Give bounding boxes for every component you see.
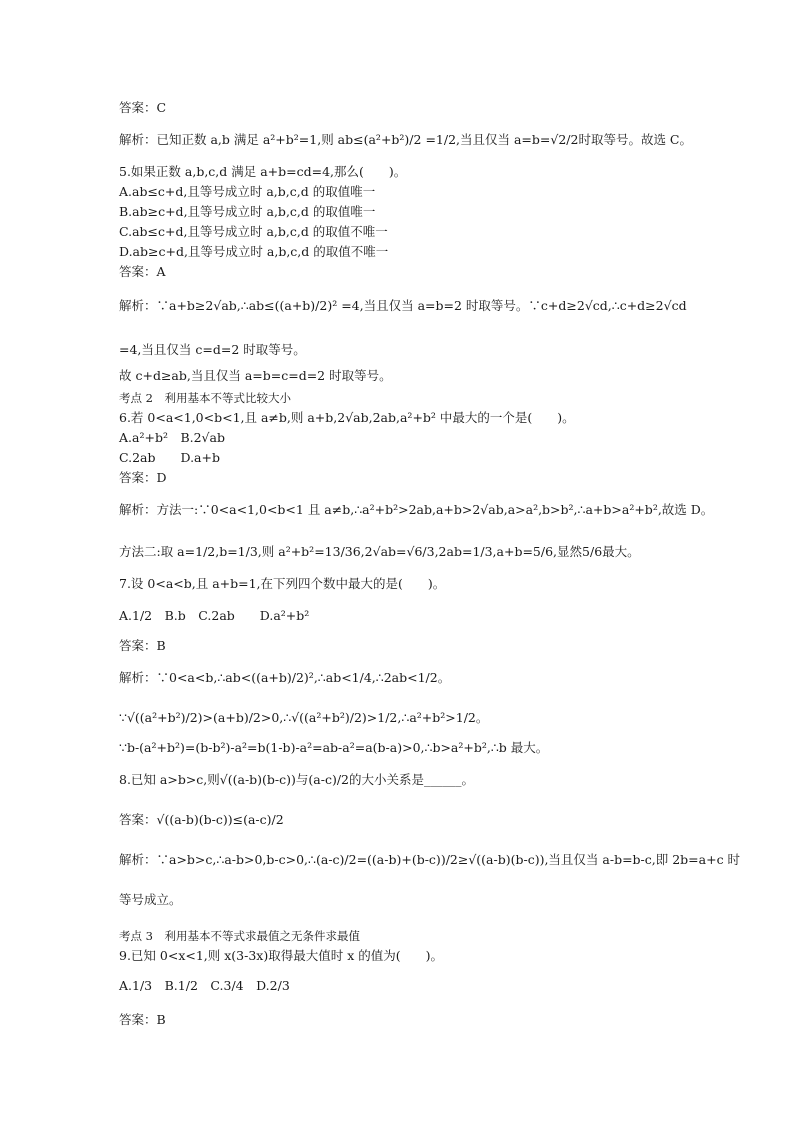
q6-options-ab: A.a²+b² B.2√ab [119,430,225,445]
explanation-4: 解析：已知正数 a,b 满足 a²+b²=1,则 ab≤(a²+b²)/2 =1/2,当且仅当 a=b=√2/2时取等号。故选 C。 [119,132,692,147]
explanation-5-line2: =4,当且仅当 c=d=2 时取等号。 [119,342,306,357]
explanation-7-line3: ∵b-(a²+b²)=(b-b²)-a²=b(1-b)-a²=ab-a²=a(b-a)>0,∴b>a²+b²,∴b 最大。 [119,740,549,755]
explanation-8-line1: 解析：∵a>b>c,∴a-b>0,b-c>0,∴(a-c)/2=((a-b)+(b-c))/2≥√((a-b)(b-c)),当且仅当 a-b=b-c,即 2b=a+c 时 [119,852,741,867]
explanation-7-line1: 解析：∵0<a<b,∴ab<((a+b)/2)²,∴ab<1/4,∴2ab<1/2。 [119,670,451,685]
q5-option-c: C.ab≤c+d,且等号成立时 a,b,c,d 的取值不唯一 [119,224,388,239]
explanation-5-line3: 故 c+d≥ab,当且仅当 a=b=c=d=2 时取等号。 [119,368,392,383]
q5-option-b: B.ab≥c+d,且等号成立时 a,b,c,d 的取值唯一 [119,204,376,219]
explanation-6-method1: 解析：方法一:∵0<a<1,0<b<1 且 a≠b,∴a²+b²>2ab,a+b>2√ab,a>a²,b>b²,∴a+b>a²+b²,故选 D。 [119,502,714,517]
explanation-7-line2: ∵√((a²+b²)/2)>(a+b)/2>0,∴√((a²+b²)/2)>1/2,∴a²+b²>1/2。 [119,710,489,725]
question-5: 5.如果正数 a,b,c,d 满足 a+b=cd=4,那么( )。 [119,164,407,179]
section-heading-3: 考点 3 利用基本不等式求最值之无条件求最值 [119,929,360,943]
q9-options: A.1/3 B.1/2 C.3/4 D.2/3 [119,978,290,993]
answer-8: 答案：√((a-b)(b-c))≤(a-c)/2 [119,812,284,827]
question-7: 7.设 0<a<b,且 a+b=1,在下列四个数中最大的是( )。 [119,576,446,591]
section-heading-2: 考点 2 利用基本不等式比较大小 [119,391,291,405]
question-8: 8.已知 a>b>c,则√((a-b)(b-c))与(a-c)/2的大小关系是______。 [119,772,474,787]
question-9: 9.已知 0<x<1,则 x(3-3x)取得最大值时 x 的值为( )。 [119,948,443,963]
q7-options: A.1/2 B.b C.2ab D.a²+b² [119,608,310,623]
answer-9: 答案：B [119,1012,166,1027]
explanation-8-line2: 等号成立。 [119,892,182,907]
answer-4: 答案：C [119,100,167,115]
answer-7: 答案：B [119,638,166,653]
q5-option-a: A.ab≤c+d,且等号成立时 a,b,c,d 的取值唯一 [119,184,376,199]
answer-5: 答案：A [119,264,166,279]
explanation-5-line1: 解析：∵a+b≥2√ab,∴ab≤((a+b)/2)² =4,当且仅当 a=b=2 时取等号。∵c+d≥2√cd,∴c+d≥2√cd [119,298,687,313]
question-6: 6.若 0<a<1,0<b<1,且 a≠b,则 a+b,2√ab,2ab,a²+b² 中最大的一个是( )。 [119,410,575,425]
q6-options-cd: C.2ab D.a+b [119,450,220,465]
answer-6: 答案：D [119,470,167,485]
explanation-6-method2: 方法二:取 a=1/2,b=1/3,则 a²+b²=13/36,2√ab=√6/3,2ab=1/3,a+b=5/6,显然5/6最大。 [119,544,640,559]
q5-option-d: D.ab≥c+d,且等号成立时 a,b,c,d 的取值不唯一 [119,244,389,259]
